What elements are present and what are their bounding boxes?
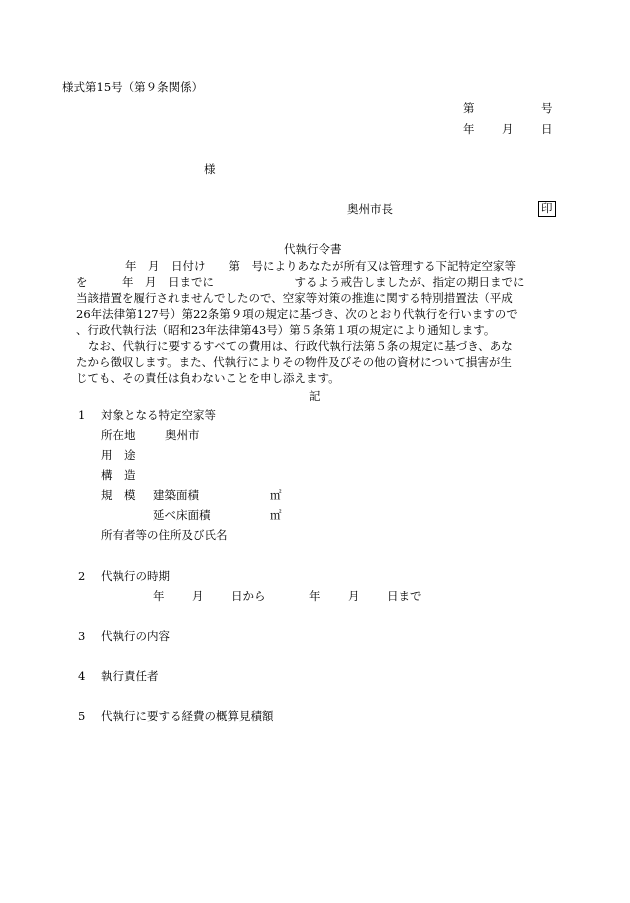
use-label: 用 途 [101, 448, 136, 462]
period-month-2: 月 [348, 589, 360, 603]
body-line: 、行政代執行法（昭和23年法律第43号）第５条第１項の規定により通知します。 [76, 323, 496, 337]
body-paragraph-1 [76, 258, 556, 338]
period-year-2: 年 [309, 589, 321, 603]
body-line: なお、代執行に要するすべての費用は、行政代執行法第５条の規定に基づき、あな [88, 339, 513, 353]
body-line: 26年法律第127号）第22条第９項の規定に基づき、次のとおり代執行を行いますので [76, 307, 518, 321]
building-area-label: 建築面積 [153, 488, 199, 502]
body-line: たから徴収します。また、代執行によりその物件及びその他の資材について損害が生 [76, 355, 512, 369]
addressee-suffix: 様 [204, 162, 216, 176]
date-day: 日 [541, 122, 553, 136]
building-area-unit: ㎡ [270, 488, 282, 502]
body-paragraph-2 [76, 338, 556, 386]
period-year: 年 [153, 589, 165, 603]
ki-heading: 記 [309, 389, 321, 403]
number-go: 号 [541, 101, 553, 115]
body-line: 当該措置を履行されませんでしたので、空家等対策の推進に関する特別措置法（平成 [76, 291, 513, 305]
issuer: 奥州市長 [347, 202, 393, 216]
item-4-label: 執行責任者 [101, 669, 159, 683]
item-3-number: 3 [78, 629, 86, 643]
floor-area-unit: ㎡ [270, 508, 282, 522]
item-2-label: 代執行の時期 [101, 569, 170, 583]
location-label: 所在地 [101, 428, 136, 442]
owner-label: 所有者等の住所及び氏名 [101, 528, 228, 542]
document-title: 代執行令書 [284, 242, 342, 256]
body-line: 年 月 日付け 第 号によりあなたが所有又は管理する下記特定空家等 [125, 259, 516, 273]
item-2-number: 2 [78, 569, 86, 583]
seal-mark: 印 [538, 201, 556, 217]
form-label: 様式第15号（第９条関係） [62, 80, 204, 94]
item-1-label: 対象となる特定空家等 [101, 408, 216, 422]
item-5-label: 代執行に要する経費の概算見積額 [101, 709, 274, 723]
location-value: 奥州市 [165, 428, 200, 442]
date-year: 年 [463, 122, 475, 136]
period-from: 日から [231, 589, 266, 603]
body-line: を 年 月 日までに するよう戒告しましたが、指定の期日までに [76, 275, 525, 289]
item-3-label: 代執行の内容 [101, 629, 170, 643]
body-line: じても、その責任は負わないことを申し添えます。 [76, 371, 340, 385]
structure-label: 構 造 [101, 468, 136, 482]
number-dai: 第 [463, 101, 475, 115]
item-1-number: 1 [78, 408, 86, 422]
scale-label: 規 模 [101, 488, 136, 502]
item-4-number: 4 [78, 669, 86, 683]
period-month: 月 [192, 589, 204, 603]
date-month: 月 [502, 122, 514, 136]
item-5-number: 5 [78, 709, 86, 723]
period-until: 日まで [387, 589, 422, 603]
floor-area-label: 延べ床面積 [153, 508, 211, 522]
